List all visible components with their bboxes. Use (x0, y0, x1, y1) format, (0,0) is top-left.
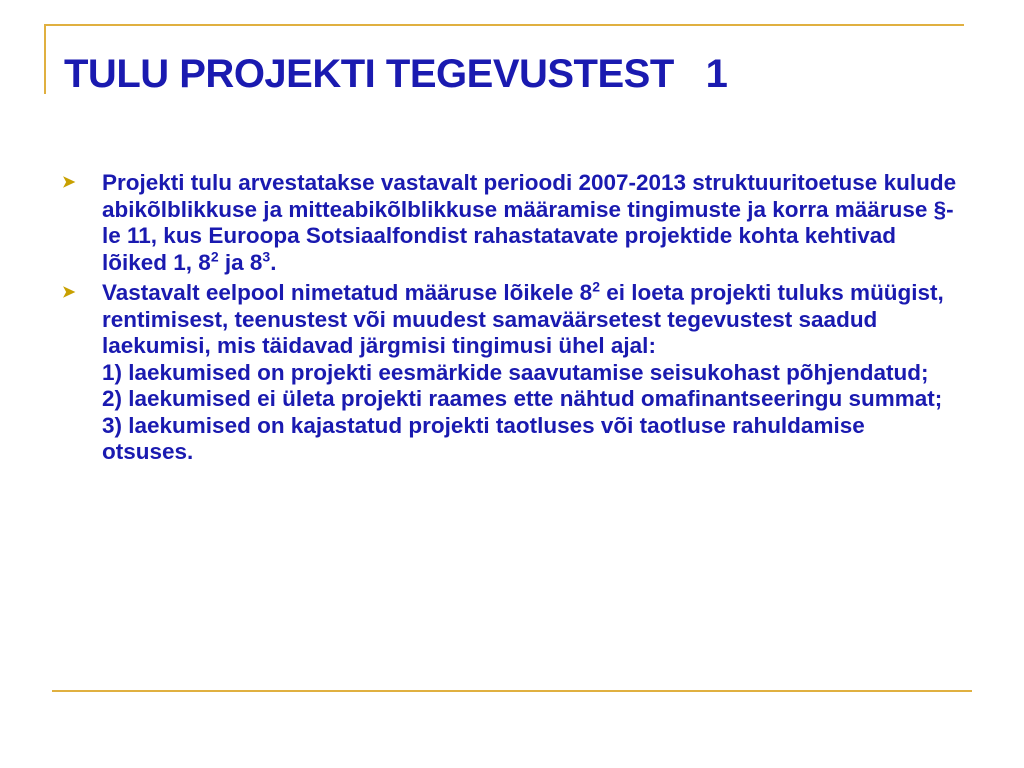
bullet-1-end: . (270, 249, 277, 275)
bullet-list (62, 170, 962, 470)
superscript: 2 (592, 278, 600, 295)
bullet-2-text: Vastavalt eelpool nimetatud määruse lõikele 8 (102, 280, 593, 305)
arrow-bullet-icon: ➤ (62, 284, 76, 301)
top-border-line (44, 24, 964, 26)
condition-3: 3) laekumised on kajastatud projekti taotluses või taotluse rahuldamise otsuses. (102, 412, 865, 464)
superscript: 2 (210, 248, 219, 264)
bullet-item-2 (62, 280, 962, 466)
slide-title: TULU PROJEKTI TEGEVUSTEST 1 (64, 52, 728, 96)
left-border-line (44, 24, 46, 94)
bullet-1-text: Projekti tulu arvestatakse vastavalt perioodi 2007-2013 struktuuritoetuse kulude abikõlblikkuse ja mitteabikõlblikkuse määramise tingimuste ja korra määruse §-le 11, kus Euroopa Sotsiaalfondist rahastatavate projektide kohta kehtivad lõiked 1, 8 (102, 170, 957, 275)
bottom-border-line (52, 690, 972, 692)
superscript: 3 (262, 248, 271, 264)
arrow-bullet-icon: ➤ (62, 174, 76, 191)
condition-1: 1) laekumised on projekti eesmärkide saavutamise seisukohast põhjendatud; (102, 359, 929, 385)
condition-2: 2) laekumised ei ületa projekti raames ette nähtud omafinantseeringu summat; (102, 386, 943, 411)
bullet-item-1 (62, 170, 962, 276)
bullet-2-end: ei loeta projekti tuluks müügist, rentimisest, teenustest või muudest samaväärsetest tegevustest saadud laekumisi, mis täidavad järgmisi tingimusi ühel ajal: (102, 280, 944, 358)
bullet-1-mid: ja 8 (218, 249, 263, 275)
